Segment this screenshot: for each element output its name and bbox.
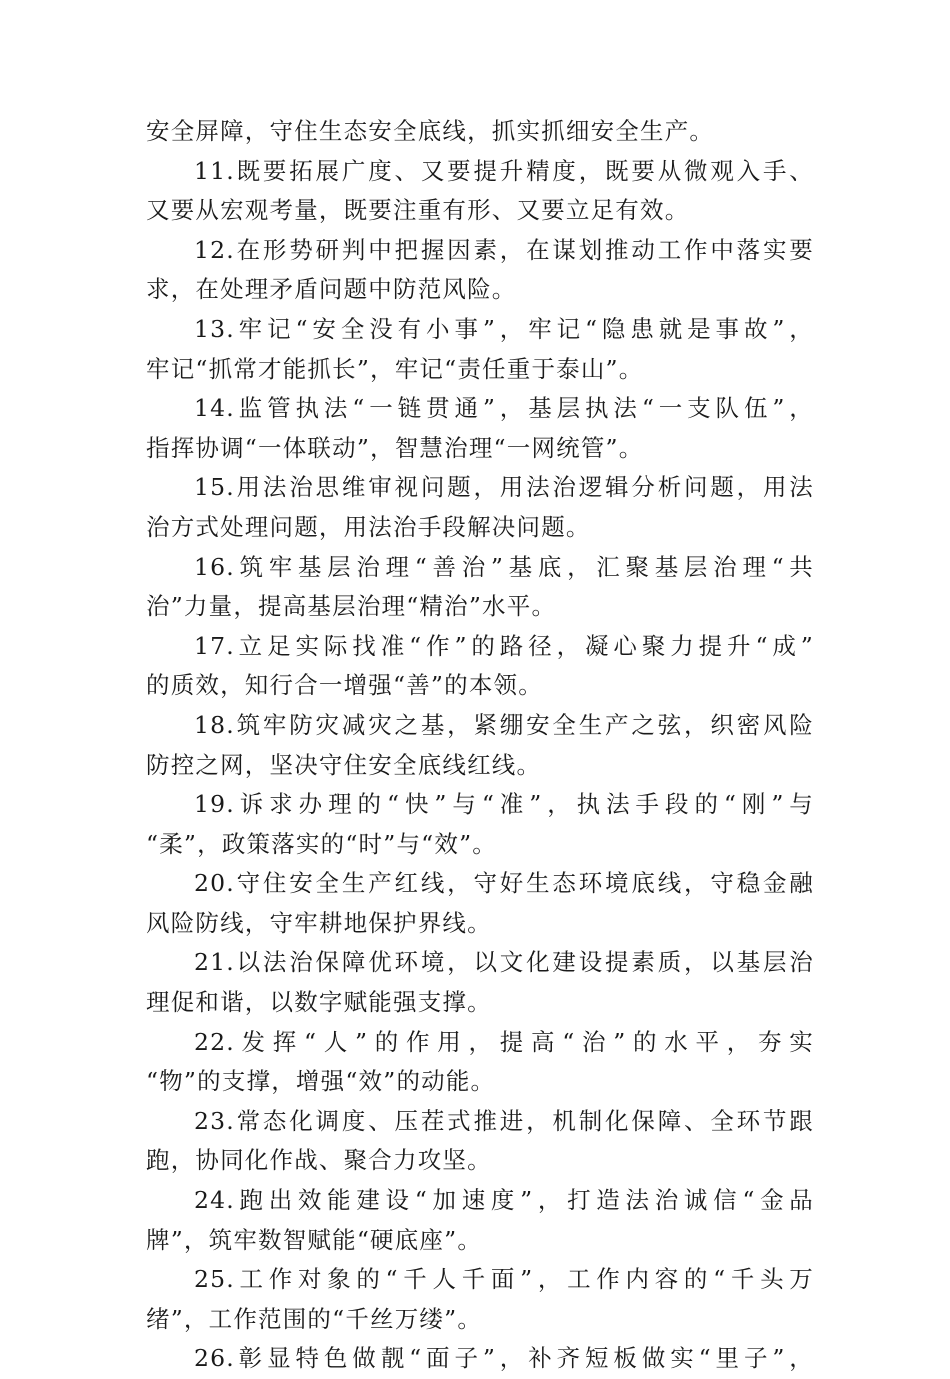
text-line: 牌”，筑牢数智赋能“硬底座”。	[146, 1225, 483, 1254]
text-line: 安全屏障，守住生态安全底线，抓实抓细安全生产。	[146, 117, 715, 145]
text-line: 20.守住安全生产红线，守好生态环境底线，守稳金融	[194, 869, 814, 898]
text-line: 指挥协调“一体联动”，智慧治理“一网统管”。	[146, 433, 644, 462]
text-line: 跑，协同化作战、聚合力攻坚。	[146, 1146, 492, 1175]
text-line: 16.筑牢基层治理“善治”基底，汇聚基层治理“共	[194, 552, 814, 581]
text-line: 25.工作对象的“千人千面”，工作内容的“千头万	[194, 1265, 814, 1294]
text-line: 12.在形势研判中把握因素，在谋划推动工作中落实要	[194, 235, 814, 264]
text-line: 又要从宏观考量，既要注重有形、又要立足有效。	[146, 196, 690, 225]
text-line: 26.彰显特色做靓“面子”，补齐短板做实“里子”，	[194, 1344, 814, 1373]
text-line: 治”力量，提高基层治理“精治”水平。	[146, 592, 557, 621]
text-line: 18.筑牢防灾减灾之基，紧绷安全生产之弦，织密风险	[194, 710, 814, 739]
text-line: 理促和谐，以数字赋能强支撑。	[146, 988, 492, 1017]
text-line: 防控之网，坚决守住安全底线红线。	[146, 750, 542, 779]
text-line: “柔”，政策落实的“时”与“效”。	[146, 829, 497, 858]
text-line: 13.牢记“安全没有小事”，牢记“隐患就是事故”，	[194, 314, 814, 343]
text-line: 的质效，知行合一增强“善”的本领。	[146, 671, 543, 700]
text-line: 求，在处理矛盾问题中防范风险。	[146, 275, 517, 304]
text-line: 21.以法治保障优环境，以文化建设提素质，以基层治	[194, 948, 814, 977]
text-line: 22.发挥“人”的作用，提高“治”的水平，夯实	[194, 1027, 814, 1056]
text-line: 19.诉求办理的“快”与“准”，执法手段的“刚”与	[194, 790, 814, 819]
text-line: 23.常态化调度、压茬式推进，机制化保障、全环节跟	[194, 1106, 814, 1135]
text-line: 绪”，工作范围的“千丝万缕”。	[146, 1304, 483, 1333]
text-line: 11.既要拓展广度、又要提升精度，既要从微观入手、	[194, 156, 814, 185]
document-body	[146, 112, 814, 1379]
text-line: 24.跑出效能建设“加速度”，打造法治诚信“金品	[194, 1186, 814, 1215]
text-line: 治方式处理问题，用法治手段解决问题。	[146, 512, 591, 541]
text-line: “物”的支撑，增强“效”的动能。	[146, 1067, 496, 1096]
text-line: 17.立足实际找准“作”的路径，凝心聚力提升“成”	[194, 631, 814, 660]
text-line: 15.用法治思维审视问题，用法治逻辑分析问题，用法	[194, 473, 814, 502]
text-line: 牢记“抓常才能抓长”，牢记“责任重于泰山”。	[146, 354, 644, 383]
text-line: 风险防线，守牢耕地保护界线。	[146, 908, 492, 937]
text-line: 14.监管执法“一链贯通”，基层执法“一支队伍”，	[194, 394, 814, 423]
